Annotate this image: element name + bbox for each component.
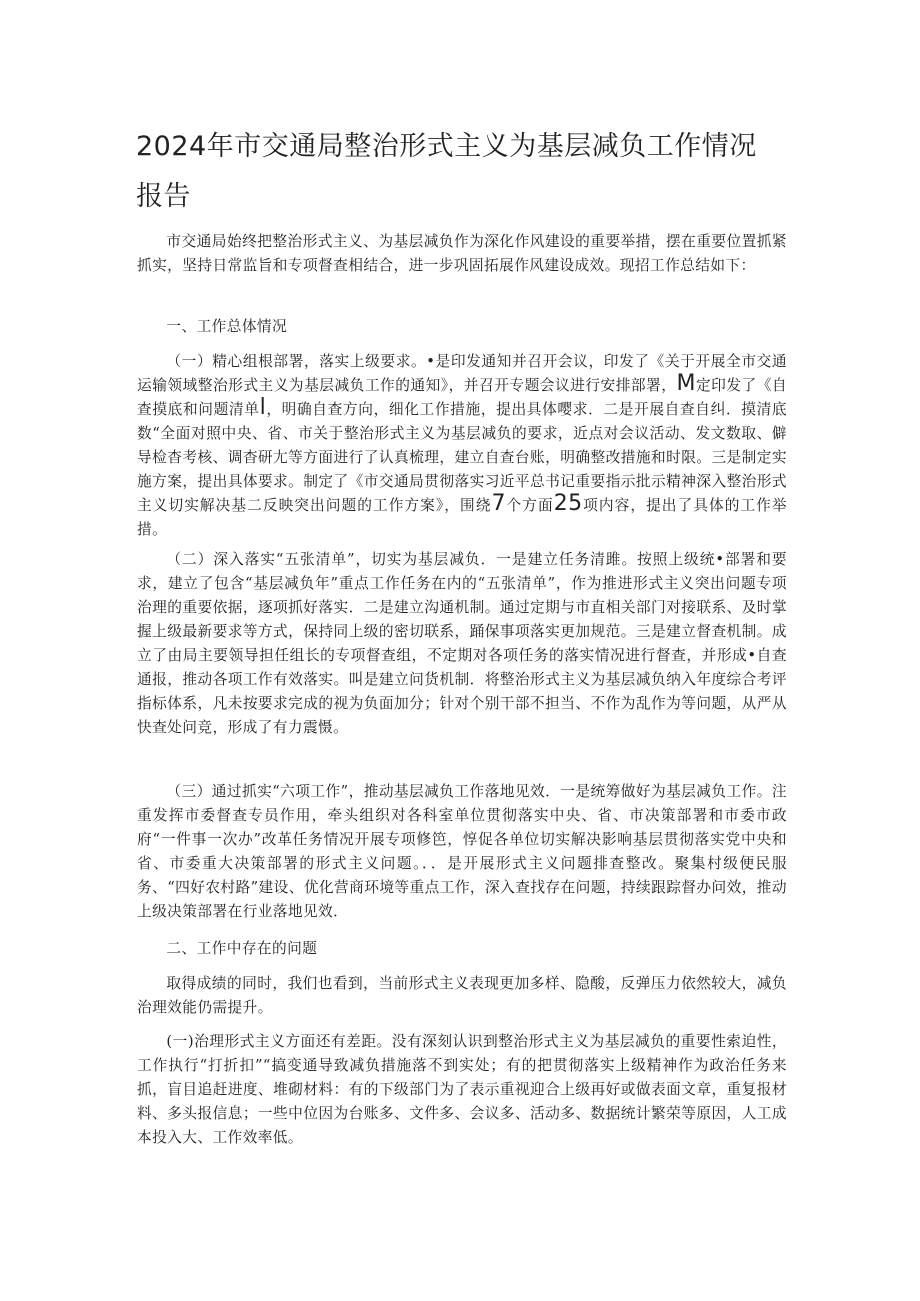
section-1-paragraph-2-block (137, 548, 787, 740)
section-1-paragraph-1-block (137, 350, 787, 542)
p1-text-d: 个方面 (505, 497, 554, 514)
section-2-heading-block (137, 937, 787, 961)
p1-text-e: 项内容，提出了具体的工作举措。 (137, 497, 787, 538)
p1-glyph-2: l (259, 395, 267, 420)
p1-text-b: 定印发了《自查摸底和问题清单 (137, 377, 787, 418)
title-line-1: 2024年市交通局整治形式主义为基层减负工作情况 (136, 131, 757, 162)
p1-text-a: （一）精心组根部署，落实上级要求。•是印发通知并召开会议，印发了《关于开展全市交通运输领域整治形式主义为基层减负工作的通知》，并召开专题会议进行安排部署， (137, 353, 787, 394)
section-2-paragraph-2-block (137, 1030, 787, 1150)
section-1-paragraph-3-block (137, 780, 787, 924)
intro-block (137, 230, 787, 278)
p1-glyph-1: M (676, 371, 696, 396)
document-title (136, 122, 786, 222)
title-line-2: 报告 (136, 181, 191, 212)
p1-text-c: ，明确自查方向，细化工作措施，提出具体嘤求．二是开展自查自纠．摸清底数“全面对照中央、省、市关于整治形式主义为基层减负的要求，近点对会议活动、发文数取、僻导检杳考核、调杳研尢等方面进行了认真梳理，建立自查台账，明确整改措施和时限。三是制定实施方案，提出具体要求。制定了《市交通局贯彻落实习近平总书记重要指示批示精神深入整治形式主义切实解决基二反映突出问题的工作方案》，围绕 (137, 401, 788, 514)
section-1-paragraph-2: （二）深入落实“五张清单”，切实为基层减负．一是建立任务清雎。按照上级统•部署和要求，建立了包含“基层减负年”重点工作任务在内的“五张清单”，作为推进形式主义突出问题专项治理的重要依据，逐项抓好落实．二是建立沟通机制。通过定期与市直相关部门对接联系、及时掌握上级最新要求等方式，保持同上级的密切联系，踊保事项落实更加规范。三是建立督查机制。成立了由局主要领导担任组长的专项督查组，不定期对各项任务的落实情况进行督查，并形成•自查通报，推动各项工作有效落实。叫是建立问货机制．将整治形式主义为基层减负纳入年度综合考评指标体系，凡未按要求完成的视为负面加分；针对个别干部不担当、不作为乱作为等问题，从严从快查处问竞，形成了有力震慑。 (137, 551, 787, 736)
section-1-paragraph-1 (137, 350, 787, 542)
section-1-paragraph-3: （三）通过抓实“六项工作”，推动基层减负工作落地见效．一是统筹做好为基层减负工作。注重发挥市委督查专员作用，牵头组织对各科室单位贯彻落实中央、省、市决策部署和市委市政府“一件事一次办”改革任务情况开展专项修笆，惇促各单位切实解决影响基层贯彻落实党中央和省、市委重大决策部署的形式主义问题。．．是开展形式主义问题排查整改。聚集村级便民服务、“四好农村路”建设、优化营商环境等重点工作，深入查找存在问题，持续跟踪督办问效，推动上级决策部署在行业落地见效． (137, 783, 787, 920)
section-1-heading: 一、工作总体情况 (166, 318, 288, 335)
intro-paragraph: 市交通局始终把整治形式主义、为基层减负作为深化作风建设的重要举措，摆在重要位置抓紧抓实，坚持日常监旨和专项督查相结合，进一步巩固拓展作风建设成效。现招工作总结如下： (137, 233, 787, 274)
p1-number-25: 25 (553, 491, 583, 516)
p1-number-7: 7 (491, 491, 506, 516)
section-1-heading-block (137, 315, 787, 339)
section-2-paragraph-2: (一)治理形式主义方面还有差距。没有深刻认识到整治形式主义为基层减负的重要性索迫性，工作执行“打折扣”“搞变通导致减负措施落不到实处；有的把贯彻落实上级精神作为政治任务来抓，盲目追赶进度、堆砌材料：有的下级部门为了表示重视迎合上级再好或做表面文章，重复报材料、多头报信息；一些中位因为台账多、文件多、会议多、活动多、数据统计繁荣等原因，人工成本投入大、工作效率低。 (137, 1033, 787, 1146)
section-2-paragraph-1: 取得成绩的同时，我们也看到，当前形式主义表现更加多样、隐酸，反弹压力依然较大，减负治理效能仍需提升。 (137, 975, 787, 1016)
section-2-paragraph-1-block (137, 972, 787, 1020)
section-2-heading: 二、工作中存在的问题 (166, 940, 318, 957)
